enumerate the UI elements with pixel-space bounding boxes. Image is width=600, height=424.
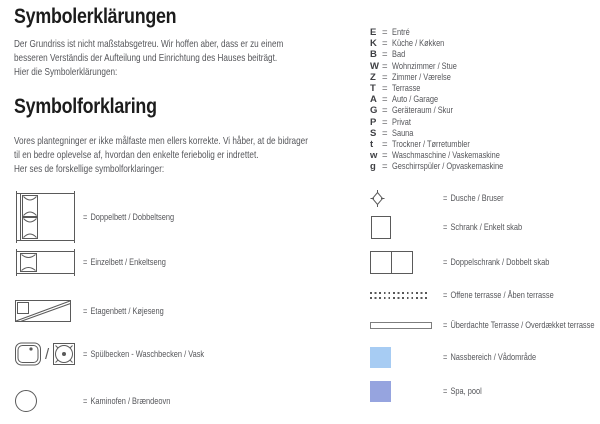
- legend-label: [443, 352, 536, 363]
- intro-de-line: besseren Verständis der Aufteilung und Einrichtung des Hauses beiträgt.: [14, 52, 278, 64]
- legend-row: [370, 290, 585, 301]
- legend-label: [83, 306, 164, 317]
- code-letter: A: [370, 94, 377, 106]
- covered-terrace-icon: [370, 322, 443, 329]
- code-label: Bad: [392, 49, 406, 61]
- legend-label: [443, 320, 594, 331]
- code-label: Wohnzimmer / Stue: [392, 60, 457, 72]
- page-title-german: Symbolerklärungen: [14, 5, 177, 28]
- code-letter: B: [370, 49, 377, 61]
- code-row: [370, 83, 535, 94]
- equals-sign: =: [83, 348, 88, 360]
- kitchen-sink-icon: [14, 341, 42, 367]
- code-letter: g: [370, 161, 376, 173]
- equals-sign: =: [382, 38, 388, 50]
- legend-label: [83, 212, 174, 223]
- code-letter: K: [370, 38, 377, 50]
- intro-paragraph-german: [14, 37, 283, 79]
- equals-sign: =: [382, 161, 388, 173]
- legend-row: [14, 191, 200, 243]
- code-letter: P: [370, 116, 377, 128]
- wet-area-icon: [370, 347, 443, 368]
- code-label: Geschirrspüler / Opvaskemaskine: [392, 161, 504, 173]
- legend-label: [443, 257, 549, 268]
- legend-text: Schrank / Enkelt skab: [450, 222, 523, 233]
- legend-row: [370, 381, 493, 402]
- code-label: Entré: [392, 27, 410, 38]
- equals-sign: =: [382, 60, 388, 72]
- double-bed-icon: [14, 191, 83, 243]
- code-row: [370, 49, 535, 60]
- equals-sign: =: [443, 222, 448, 233]
- legend-row: [14, 299, 187, 323]
- legend-text: Etagenbett / Køjeseng: [90, 305, 164, 317]
- code-letter: S: [370, 127, 377, 139]
- code-label: Waschmaschine / Vaskemaskine: [392, 150, 500, 162]
- code-row: [370, 94, 535, 105]
- legend-row: [14, 389, 195, 413]
- code-row: [370, 72, 535, 83]
- code-letter: G: [370, 105, 378, 117]
- code-label: Terrasse: [392, 82, 421, 94]
- equals-sign: =: [382, 27, 388, 38]
- legend-text: Nassbereich / Vådområde: [450, 352, 537, 363]
- legend-text: Dusche / Bruser: [450, 192, 504, 204]
- legend-label: [83, 349, 204, 360]
- code-row: [370, 27, 535, 38]
- legend-text: Doppelschrank / Dobbelt skab: [450, 257, 550, 268]
- code-letter: E: [370, 27, 377, 38]
- legend-row: [14, 249, 189, 276]
- legend-text: Doppelbett / Dobbeltseng: [90, 211, 175, 223]
- code-label: Zimmer / Værelse: [392, 71, 451, 83]
- legend-label: [443, 193, 504, 204]
- code-row: [370, 117, 535, 128]
- legend-row: [14, 340, 238, 368]
- legend-text: Kaminofen / Brændeovn: [90, 395, 171, 407]
- single-bed-icon: [14, 249, 83, 276]
- equals-sign: =: [382, 49, 388, 61]
- single-cabinet-icon: [370, 216, 443, 239]
- legend-label: [83, 257, 166, 268]
- equals-sign: =: [382, 116, 388, 128]
- equals-sign: =: [83, 211, 88, 223]
- code-row: [370, 139, 535, 150]
- legend-row: [370, 251, 579, 274]
- equals-sign: =: [83, 257, 88, 268]
- intro-da-line: Vores plantegninger er ikke målfaste men ellers korrekte. Vi håber, at de bidrager: [14, 135, 308, 147]
- code-letter: t: [370, 138, 374, 150]
- washbasin-icon: [52, 341, 77, 367]
- double-cabinet-icon: [370, 251, 443, 274]
- code-row: [370, 105, 535, 116]
- code-label: Sauna: [392, 127, 414, 139]
- code-letter: Z: [370, 71, 376, 83]
- equals-sign: =: [443, 319, 448, 331]
- shower-icon: [370, 190, 443, 207]
- code-row: [370, 150, 535, 161]
- legend-text: Spülbecken - Waschbecken / Vask: [90, 348, 205, 360]
- open-terrace-icon: [370, 292, 443, 299]
- equals-sign: =: [443, 386, 448, 397]
- legend-row: [370, 320, 600, 330]
- code-row: [370, 61, 535, 72]
- code-label: Auto / Garage: [392, 94, 439, 106]
- code-letter: w: [370, 150, 378, 162]
- legend-text: Spa, pool: [450, 386, 482, 397]
- code-label: Geräteraum / Skur: [392, 105, 453, 117]
- code-row: [370, 38, 535, 49]
- equals-sign: =: [382, 82, 388, 94]
- code-row: [370, 128, 535, 139]
- legend-row: [370, 347, 562, 368]
- equals-sign: =: [382, 138, 388, 150]
- legend-text: Einzelbett / Enkeltseng: [90, 257, 166, 268]
- page-title-danish: Symbolforklaring: [14, 95, 157, 118]
- equals-sign: =: [382, 71, 388, 83]
- equals-sign: =: [443, 290, 448, 301]
- spa-pool-icon: [370, 381, 443, 402]
- equals-sign: =: [83, 305, 88, 317]
- code-label: Privat: [392, 116, 411, 128]
- bunk-bed-icon: [14, 299, 83, 323]
- equals-sign: =: [443, 192, 448, 204]
- legend-label: [443, 222, 522, 233]
- legend-label: [443, 386, 482, 397]
- intro-da-line: Her ses de forskellige symbolforklaringer:: [14, 163, 165, 175]
- room-code-list: [370, 27, 535, 172]
- kitchen-sink-and-washbasin-icons: [14, 341, 83, 367]
- intro-de-line: Hier die Symbolerklärungen:: [14, 66, 118, 78]
- equals-sign: =: [382, 150, 388, 162]
- wood-stove-icon: [14, 389, 83, 413]
- code-row: [370, 161, 535, 172]
- intro-de-line: Der Grundriss ist nicht maßstabsgetreu. Wir hoffen aber, dass er zu einem: [14, 38, 284, 50]
- intro-da-line: til en bedre oplevelse af, hvordan den enkelte feriebolig er indrettet.: [14, 149, 259, 161]
- code-label: Küche / Køkken: [392, 38, 445, 50]
- legend-text: Offene terrasse / Åben terrasse: [450, 290, 554, 301]
- equals-sign: =: [382, 94, 388, 106]
- code-letter: W: [370, 60, 379, 72]
- legend-label: [443, 290, 554, 301]
- equals-sign: =: [382, 105, 388, 117]
- legend-text: Überdachte Terrasse / Overdækket terrasse: [450, 319, 595, 331]
- equals-sign: =: [443, 352, 448, 363]
- slash-separator: /: [45, 345, 50, 363]
- intro-paragraph-danish: [14, 134, 308, 176]
- legend-row: [370, 189, 521, 207]
- code-label: Trockner / Tørretumbler: [392, 138, 470, 150]
- equals-sign: =: [443, 257, 448, 268]
- legend-label: [83, 396, 170, 407]
- legend-row: [370, 216, 544, 239]
- equals-sign: =: [382, 127, 388, 139]
- equals-sign: =: [83, 395, 88, 407]
- code-letter: T: [370, 82, 376, 94]
